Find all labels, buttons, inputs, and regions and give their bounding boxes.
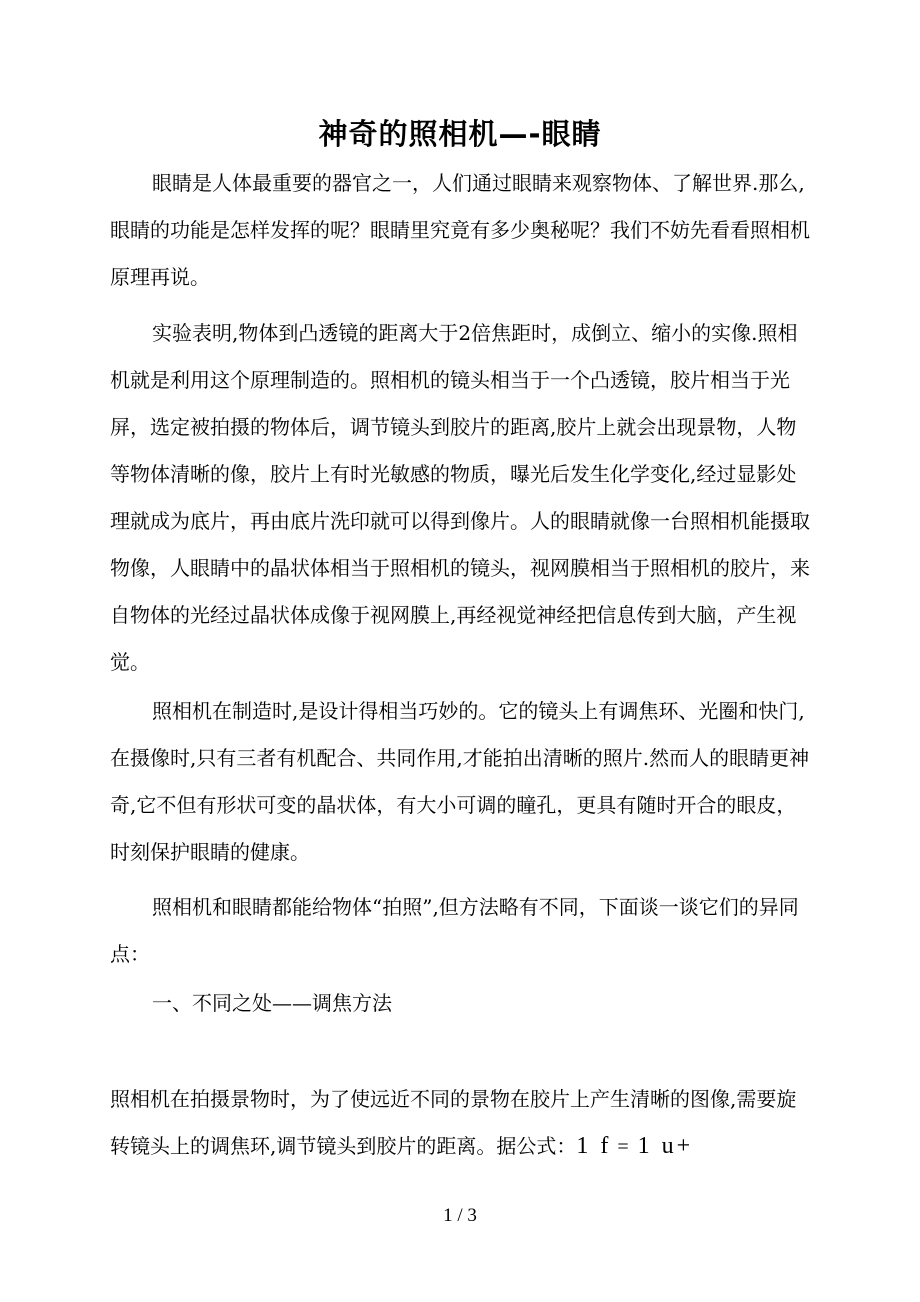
paragraph-text: 眼睛是人体最重要的器官之一，人们通过眼睛来观察物体、了解世界.那么,眼睛的功能是怎样发挥的呢？眼睛里究竟有多少奥秘呢？我们不妨先看看照相机原理再说。 <box>110 171 810 289</box>
paragraph-text: 照相机在制造时,是设计得相当巧妙的。它的镜头上有调焦环、光圈和快门,在摄像时,只有三者有机配合、共同作用,才能拍出清晰的照片.然而人的眼睛更神奇,它不但有形状可变的晶状体，有大小可调的瞳孔，更具有随时开合的眼皮，时刻保护眼睛的健康。 <box>110 699 810 864</box>
paragraph-3 <box>110 688 810 876</box>
section-heading <box>110 980 810 1027</box>
section-heading-text: 一、不同之处——调焦方法 <box>152 991 392 1015</box>
formula-right: 1 u+ <box>637 1133 694 1159</box>
paragraph-2 <box>110 310 810 686</box>
paragraph-text-body: 照相机在拍摄景物时，为了使远近不同的景物在胶片上产生清晰的图像,需要旋转镜头上的调焦环,调节镜头到胶片的距离。据公式： <box>110 1087 797 1158</box>
paragraph-5 <box>110 1076 810 1171</box>
paragraph-1 <box>110 160 810 301</box>
page-number: 1 / 3 <box>443 1205 477 1226</box>
paragraph-text <box>110 1076 810 1171</box>
document-title: 神奇的照相机—-眼睛 <box>318 117 602 151</box>
formula-equals: = <box>617 1136 632 1158</box>
paragraph-4 <box>110 884 810 978</box>
formula-left: 1 f <box>576 1133 612 1159</box>
paragraph-text: 实验表明,物体到凸透镜的距离大于2倍焦距时，成倒立、缩小的实像.照相机就是利用这个原理制造的。照相机的镜头相当于一个凸透镜，胶片相当于光屏，选定被拍摄的物体后，调节镜头到胶片的距离,胶片上就会出现景物，人物等物体清晰的像，胶片上有时光敏感的物质，曝光后发生化学变化,经过显影处理就成为底片，再由底片洗印就可以得到像片。人的眼睛就像一台照相机能摄取物像，人眼睛中的晶状体相当于照相机的镜头，视网膜相当于照相机的胶片，来自物体的光经过晶状体成像于视网膜上,再经视觉神经把信息传到大脑，产生视觉。 <box>110 321 810 674</box>
lens-formula <box>576 1133 693 1159</box>
paragraph-text: 照相机和眼睛都能给物体“拍照”,但方法略有不同，下面谈一谈它们的异同点： <box>110 895 799 966</box>
